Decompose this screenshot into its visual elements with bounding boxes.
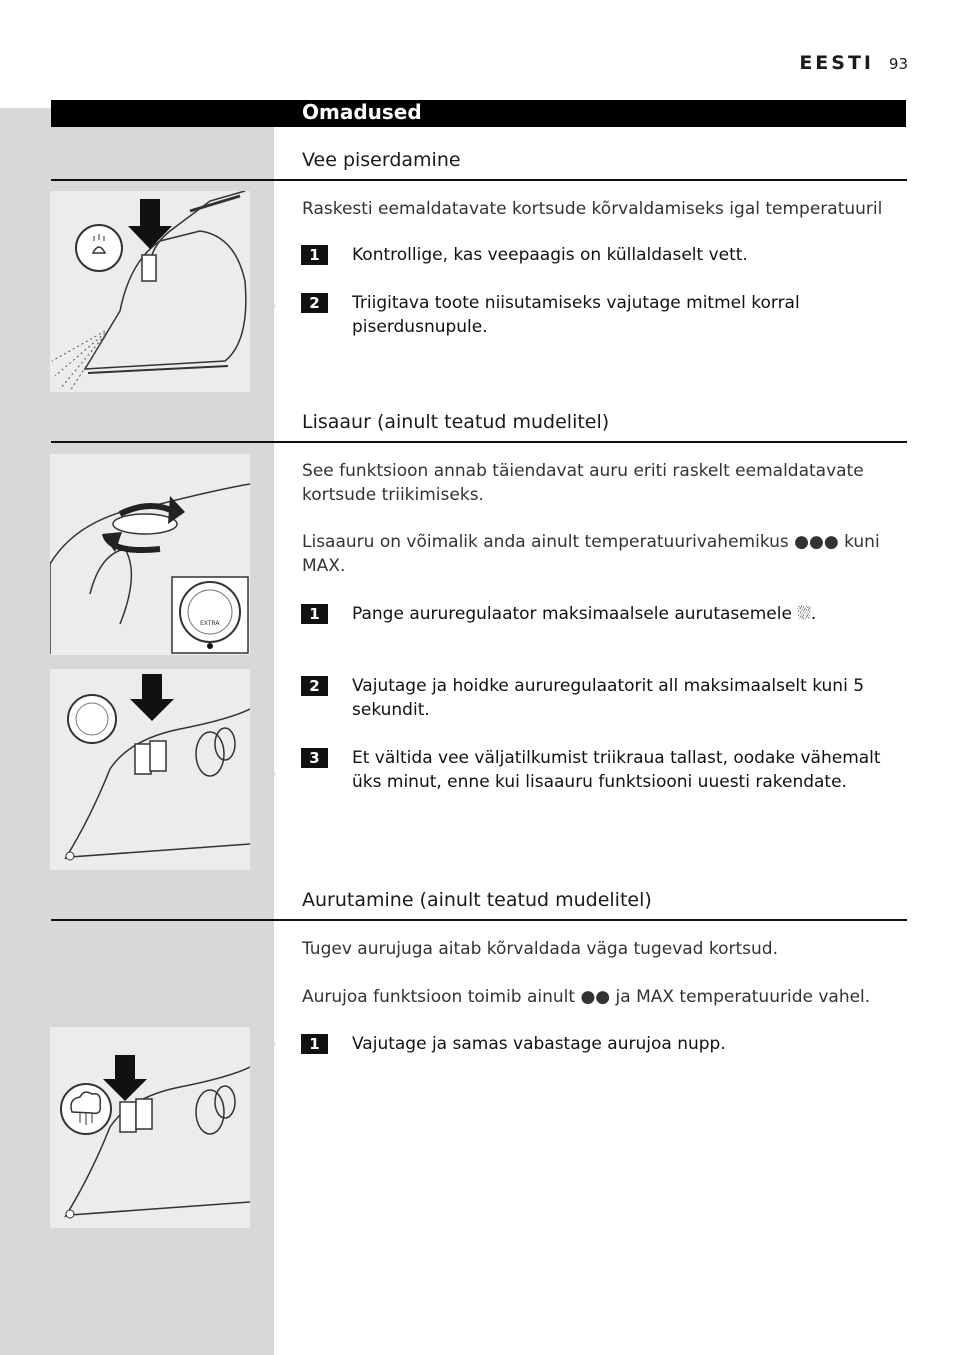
divider bbox=[51, 919, 907, 921]
intro-text-2: Lisaauru on võimalik anda ainult temperatuurivahemikus ●●● kuni MAX. bbox=[302, 532, 880, 576]
step-text: Vajutage ja hoidke aururegulaatorit all maksimaalselt kuni 5 sekundit. bbox=[352, 676, 865, 720]
illustration-steam-shot bbox=[50, 1027, 250, 1228]
step-text: Kontrollige, kas veepaagis on küllaldaselt vett. bbox=[352, 245, 748, 265]
language-label: EESTI bbox=[799, 52, 874, 74]
subsection-title-spray: Vee piserdamine bbox=[302, 149, 461, 171]
illustration-spray bbox=[50, 191, 250, 392]
step-number: 1 bbox=[301, 245, 328, 265]
illustration-extra-steam-press bbox=[50, 669, 250, 870]
intro-text: Tugev aurujuga aitab kõrvaldada väga tugevad kortsud. bbox=[302, 939, 778, 959]
illustration-steam-dial bbox=[50, 454, 250, 655]
subsection-title-extra-steam: Lisaaur (ainult teatud mudelitel) bbox=[302, 411, 610, 433]
illustration-pointer bbox=[250, 280, 276, 332]
steam-dial-icon bbox=[180, 582, 240, 642]
step-number: 1 bbox=[301, 1034, 328, 1054]
step-number: 2 bbox=[301, 293, 328, 313]
page-number: 93 bbox=[888, 55, 908, 73]
illustration-pointer bbox=[250, 748, 276, 800]
dial-extra-label: EXTRA bbox=[200, 620, 220, 627]
steam-dial-small-icon bbox=[68, 695, 116, 743]
iron-spray-drawing bbox=[50, 191, 250, 392]
iron-shot-drawing bbox=[50, 1027, 250, 1228]
section-title: Omadused bbox=[302, 100, 422, 124]
subsection-title-shot-of-steam: Aurutamine (ainult teatud mudelitel) bbox=[302, 889, 652, 911]
step-text: Et vältida vee väljatilkumist triikraua tallast, oodake vähemalt üks minut, enne kui lisaauru funktsiooni uuesti rakendate. bbox=[352, 748, 881, 792]
step-text: Triigitava toote niisutamiseks vajutage mitmel korral piserdusnupule. bbox=[352, 293, 800, 337]
intro-text: Raskesti eemaldatavate kortsude kõrvaldamiseks igal temperatuuril bbox=[302, 199, 883, 219]
section-bar bbox=[51, 100, 906, 127]
divider bbox=[51, 441, 907, 443]
spray-icon bbox=[76, 225, 122, 271]
intro-text: See funktsioon annab täiendavat auru eriti raskelt eemaldatavate kortsude triikimiseks. bbox=[302, 461, 864, 505]
step-number: 2 bbox=[301, 676, 328, 696]
iron-dial-drawing bbox=[50, 454, 250, 655]
step-number: 1 bbox=[301, 604, 328, 624]
step-number: 3 bbox=[301, 748, 328, 768]
iron-press-drawing bbox=[50, 669, 250, 870]
illustration-pointer bbox=[250, 1018, 276, 1070]
step-text: Pange aururegulaator maksimaalsele aurutasemele ⛆. bbox=[352, 604, 817, 624]
divider bbox=[51, 179, 907, 181]
intro-text-2: Aurujoa funktsioon toimib ainult ●● ja MAX temperatuuride vahel. bbox=[302, 987, 871, 1007]
step-text: Vajutage ja samas vabastage aurujoa nupp. bbox=[352, 1034, 726, 1054]
